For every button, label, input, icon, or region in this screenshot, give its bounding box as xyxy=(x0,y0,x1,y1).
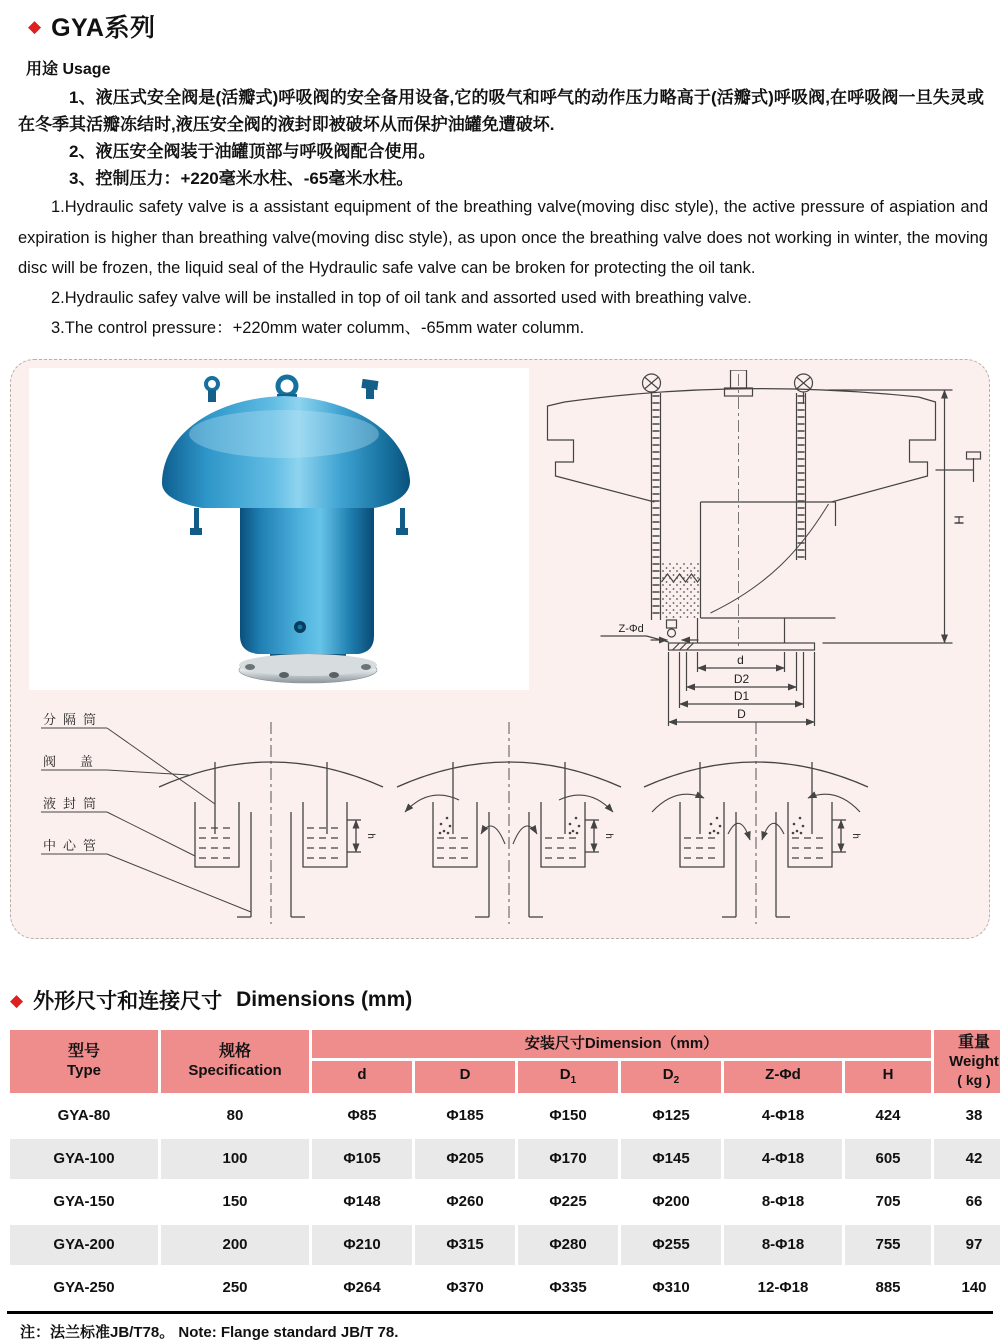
cell-D2: Φ145 xyxy=(621,1139,721,1179)
col-header-weight-zh: 重量 xyxy=(958,1034,991,1052)
dim-label-d1: D1 xyxy=(733,689,750,704)
dim-label-h-height: H xyxy=(951,515,967,526)
red-diamond-icon: ◆ xyxy=(28,16,42,36)
part-label-valve-cover: 阀盖 xyxy=(43,754,118,770)
table-row xyxy=(10,1268,1000,1308)
cell-weight: 42 xyxy=(934,1139,1000,1179)
col-header-d1: $D_1$ xyxy=(518,1061,618,1092)
series-title: GYA系列 xyxy=(51,14,156,42)
col-header-dimension-group: 安装尺寸Dimension（mm） xyxy=(312,1030,931,1058)
col-header-specification xyxy=(161,1030,309,1092)
cell-d: Φ85 xyxy=(312,1096,412,1136)
english-description xyxy=(0,192,1000,343)
cell-d: Φ210 xyxy=(312,1225,412,1265)
cell-type: GYA-150 xyxy=(10,1182,158,1222)
schematic-closed-state xyxy=(41,712,391,927)
cell-weight: 140 xyxy=(934,1268,1000,1308)
cell-D2: Φ200 xyxy=(621,1182,721,1222)
dimensions-table xyxy=(7,1027,1000,1310)
red-diamond-icon: ◆ xyxy=(10,990,24,1010)
cell-type: GYA-100 xyxy=(10,1139,158,1179)
cell-d: Φ148 xyxy=(312,1182,412,1222)
cell-D1: Φ335 xyxy=(518,1268,618,1308)
zh-paragraph-1: 1、液压式安全阀是(活瓣式)呼吸阀的安全备用设备,它的吸气和呼气的动作压力略高于(活瓣式)呼吸阀,在呼吸阀一旦失灵或在冬季其活瓣冻结时,液压安全阀的液封即被破坏从而保护油罐免遭破坏. xyxy=(18,88,984,134)
cell-H: 885 xyxy=(845,1268,931,1308)
schematic-expiration xyxy=(389,712,629,927)
col-header-weight-en: Weight xyxy=(949,1053,999,1071)
cell-D2: Φ310 xyxy=(621,1268,721,1308)
cell-D2: Φ125 xyxy=(621,1096,721,1136)
col-header-spec-en: Specification xyxy=(188,1062,282,1080)
dim-label-dd: D xyxy=(737,707,746,722)
cell-D2: Φ255 xyxy=(621,1225,721,1265)
schematic-aspiration xyxy=(636,712,876,927)
col-header-z-phid: Z-Φd xyxy=(724,1061,842,1092)
col-header-weight-unit: ( kg ) xyxy=(957,1072,991,1089)
col-header-spec-zh: 规格 xyxy=(218,1043,251,1061)
dimensions-title-en: Dimensions (mm) xyxy=(236,988,413,1012)
cell-weight: 38 xyxy=(934,1096,1000,1136)
dim-label-z-phid: Z-Φd xyxy=(618,623,644,636)
cell-spec: 100 xyxy=(161,1139,309,1179)
dimensions-table-wrap xyxy=(7,1027,999,1313)
dim-label-h-small: h xyxy=(850,833,861,840)
cell-H: 755 xyxy=(845,1225,931,1265)
part-label-liquid-seal-cylinder: 液封筒 xyxy=(43,796,104,812)
col-header-d: d xyxy=(312,1061,412,1092)
cell-D: Φ370 xyxy=(415,1268,515,1308)
cell-H: 424 xyxy=(845,1096,931,1136)
page-title xyxy=(28,8,1000,44)
dim-label-d: d xyxy=(737,653,744,668)
cell-D1: Φ170 xyxy=(518,1139,618,1179)
cell-spec: 200 xyxy=(161,1225,309,1265)
table-row xyxy=(10,1139,1000,1179)
cell-D1: Φ280 xyxy=(518,1225,618,1265)
cell-D1: Φ225 xyxy=(518,1182,618,1222)
col-header-d2: $D_2$ xyxy=(621,1061,721,1092)
en-paragraph-3: 3.The control pressure：+220mm water columm、-65mm water columm. xyxy=(51,319,585,338)
cell-D: Φ185 xyxy=(415,1096,515,1136)
usage-heading: 用途 Usage xyxy=(26,61,111,78)
cell-z: 8-Φ18 xyxy=(724,1182,842,1222)
dimensions-title-zh: 外形尺寸和连接尺寸 xyxy=(33,990,223,1014)
dim-label-d2: D2 xyxy=(733,672,750,687)
cell-d: Φ105 xyxy=(312,1139,412,1179)
col-header-dd: D xyxy=(415,1061,515,1092)
col-header-type-en: Type xyxy=(67,1062,101,1080)
valve-photo-illustration xyxy=(44,370,514,688)
cell-D: Φ205 xyxy=(415,1139,515,1179)
table-row xyxy=(10,1182,1000,1222)
table-row xyxy=(10,1225,1000,1265)
en-paragraph-1: 1.Hydraulic safety valve is a assistant equipment of the breathing valve(moving disc style), the active pressure of aspiation and expiration is higher than breathing valve(moving disc style), as upon once the breathing valve does not working in winter, the moving disc will be frozen, the liquid seal of the Hydraulic safe valve can be broken for protecting the oil tank. xyxy=(18,198,988,277)
col-header-type xyxy=(10,1030,158,1092)
cell-D: Φ260 xyxy=(415,1182,515,1222)
cell-weight: 66 xyxy=(934,1182,1000,1222)
cell-z: 4-Φ18 xyxy=(724,1096,842,1136)
flange-standard-note: 注：法兰标准JB/T78。 Note: Flange standard JB/T 78. xyxy=(20,1323,399,1341)
cell-spec: 250 xyxy=(161,1268,309,1308)
dim-label-h-small: h xyxy=(365,833,376,840)
cell-z: 12-Φ18 xyxy=(724,1268,842,1308)
cell-type: GYA-80 xyxy=(10,1096,158,1136)
cell-d: Φ264 xyxy=(312,1268,412,1308)
cell-z: 4-Φ18 xyxy=(724,1139,842,1179)
col-header-weight xyxy=(934,1030,1000,1092)
cell-H: 705 xyxy=(845,1182,931,1222)
table-row xyxy=(10,1096,1000,1136)
cell-weight: 97 xyxy=(934,1225,1000,1265)
figure-panel xyxy=(10,359,990,939)
dimensions-section-title xyxy=(10,985,1000,1015)
cell-type: GYA-200 xyxy=(10,1225,158,1265)
col-header-type-zh: 型号 xyxy=(67,1043,100,1061)
col-header-h: H xyxy=(845,1061,931,1092)
cross-section-drawing xyxy=(536,370,991,730)
cell-spec: 150 xyxy=(161,1182,309,1222)
zh-paragraph-2: 2、液压安全阀装于油罐顶部与呼吸阀配合使用。 xyxy=(69,141,436,161)
cell-H: 605 xyxy=(845,1139,931,1179)
cell-z: 8-Φ18 xyxy=(724,1225,842,1265)
dim-label-h-small: h xyxy=(603,833,614,840)
part-label-separator-cylinder: 分隔筒 xyxy=(43,712,104,728)
cell-D1: Φ150 xyxy=(518,1096,618,1136)
cell-D: Φ315 xyxy=(415,1225,515,1265)
cell-spec: 80 xyxy=(161,1096,309,1136)
zh-paragraph-3: 3、控制压力：+220毫米水柱、-65毫米水柱。 xyxy=(69,168,414,188)
en-paragraph-2: 2.Hydraulic safey valve will be installed in top of oil tank and assorted used with breathing valve. xyxy=(51,289,752,307)
product-photo xyxy=(29,368,529,690)
part-label-center-tube: 中心管 xyxy=(43,838,104,854)
chinese-description xyxy=(0,85,1000,192)
cell-type: GYA-250 xyxy=(10,1268,158,1308)
